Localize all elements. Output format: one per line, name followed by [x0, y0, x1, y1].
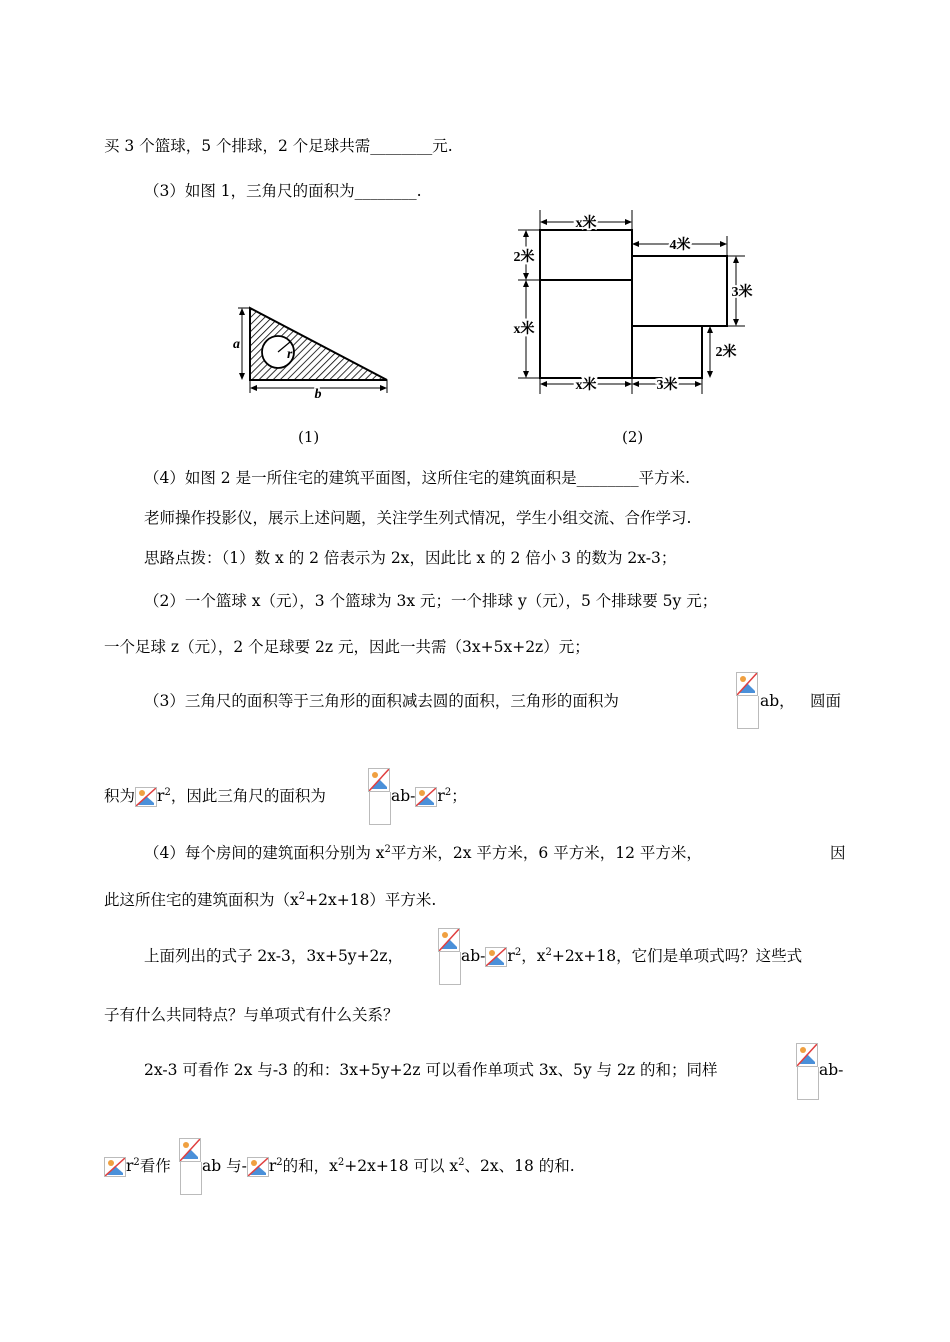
broken-image-icon — [736, 672, 758, 696]
text-line-12-b: ab- — [461, 947, 486, 965]
text-line-15-b: 看作 — [139, 1157, 171, 1175]
broken-image-icon — [415, 787, 437, 807]
text-line-5: 思路点拨：（1）数 x 的 2 倍表示为 2x，因此比 x 的 2 倍小 3 的数为 2x-3； — [144, 549, 677, 567]
fig2-bottom-left: x米 — [575, 378, 597, 393]
text-line-11 — [104, 890, 436, 910]
text-line-10-a: （4）每个房间的建筑面积分别为 x — [144, 844, 385, 862]
text-line-15-a: r — [126, 1157, 134, 1175]
broken-image-icon — [247, 1157, 269, 1177]
broken-image-fraction-3 — [438, 928, 460, 986]
text-line-15-c: ab 与- — [202, 1157, 247, 1175]
broken-image-icon — [135, 787, 157, 807]
text-line-15-e: 的和，x — [282, 1157, 338, 1175]
text-line-4: 老师操作投影仪，展示上述问题，关注学生列式情况，学生小组交流、合作学习. — [144, 509, 692, 527]
broken-image-icon — [104, 1157, 126, 1177]
text-line-8 — [144, 691, 619, 711]
figure-2-caption: (2) — [622, 428, 644, 446]
text-line-12-a: 上面列出的式子 2x-3，3x+5y+2z， — [144, 947, 404, 965]
superscript-2: 2 — [164, 787, 171, 798]
text-line-15-d: r — [268, 1157, 277, 1175]
text-line-11-a: 此这所住宅的建筑面积为（x — [104, 891, 299, 909]
superscript-2: 2 — [514, 947, 522, 958]
text-line-9-a: 积为 — [104, 787, 136, 805]
text-line-7: 一个足球 z（元），2 个足球要 2z 元，因此一共需（3x+5x+2z）元； — [104, 638, 590, 656]
fig2-right-side1: 3米 — [731, 285, 753, 300]
text-line-13: 子有什么共同特点？与单项式有什么关系？ — [104, 1006, 399, 1024]
text-line-15-g: 、2x、18 的和. — [464, 1157, 575, 1175]
broken-image-fraction-5 — [179, 1138, 201, 1196]
superscript-2: 2 — [276, 1157, 283, 1168]
text-line-10 — [144, 843, 702, 863]
superscript-2: 2 — [384, 844, 391, 855]
fig2-right-top: 4米 — [669, 238, 691, 253]
superscript-2: 2 — [444, 787, 452, 798]
text-line-10-c: 因 — [830, 844, 846, 862]
text-line-3: （4）如图 2 是一所住宅的建筑平面图，这所住宅的建筑面积是________平方米. — [144, 469, 691, 487]
fig2-left-mid: x米 — [513, 322, 535, 337]
fig2-bottom-right: 3米 — [656, 378, 678, 393]
text-line-15 — [104, 1156, 171, 1177]
text-line-9-e: r — [437, 787, 445, 805]
figure-1-caption: (1) — [298, 428, 320, 446]
text-line-9-d: ab- — [391, 787, 416, 805]
broken-image-icon — [368, 768, 390, 792]
fig1-label-b: b — [314, 387, 322, 402]
text-line-2: （3）如图 1，三角尺的面积为________. — [144, 182, 422, 200]
figure-2-floor-plan — [500, 206, 770, 398]
text-line-9 — [104, 786, 326, 807]
text-line-10-b: 平方米，2x 平方米，6 平方米，12 平方米， — [390, 844, 702, 862]
text-line-9-b: r — [157, 787, 165, 805]
text-line-12-cont — [461, 946, 802, 967]
superscript-2: 2 — [133, 1157, 140, 1168]
fig1-label-r: r — [287, 347, 293, 362]
text-line-9-cont — [391, 786, 467, 807]
superscript-2: 2 — [545, 947, 552, 958]
fig2-top-width: x米 — [575, 216, 597, 231]
fig1-label-a: a — [233, 337, 240, 352]
text-line-9-f: ； — [451, 787, 467, 805]
superscript-2: 2 — [337, 1157, 345, 1168]
text-line-12-e: +2x+18，它们是单项式吗？这些式 — [551, 947, 803, 965]
superscript-2: 2 — [458, 1157, 465, 1168]
text-line-8-c: 圆面 — [810, 692, 842, 710]
text-line-12-c: r — [507, 947, 515, 965]
text-line-8-b: ab， — [760, 692, 795, 710]
text-line-14: 2x-3 可看作 2x 与-3 的和：3x+5y+2z 可以看作单项式 3x、5y 与 2z 的和；同样 — [144, 1061, 718, 1079]
text-line-15-f: +2x+18 可以 x — [344, 1157, 459, 1175]
broken-image-fraction-4 — [796, 1043, 818, 1101]
text-line-12-d: ，x — [521, 947, 546, 965]
text-line-11-b: +2x+18）平方米. — [305, 891, 437, 909]
broken-image-icon — [485, 947, 507, 967]
text-line-6: （2）一个篮球 x（元），3 个篮球为 3x 元；一个排球 y（元），5 个排球要 5y 元； — [144, 592, 718, 610]
text-line-8-a: （3）三角尺的面积等于三角形的面积减去圆的面积，三角形的面积为 — [144, 692, 619, 710]
fig2-right-side2: 2米 — [715, 345, 737, 360]
text-line-9-c: ，因此三角尺的面积为 — [170, 787, 326, 805]
broken-image-icon — [179, 1138, 201, 1162]
text-line-14-b: ab- — [819, 1061, 844, 1079]
text-line-1: 买 3 个篮球，5 个排球，2 个足球共需________元. — [104, 137, 453, 155]
text-line-12 — [144, 946, 403, 966]
broken-image-fraction-2 — [368, 768, 390, 826]
broken-image-icon — [438, 928, 460, 952]
broken-image-icon — [796, 1043, 818, 1067]
text-line-15-cont — [202, 1156, 575, 1177]
figure-1-triangle — [232, 300, 392, 402]
broken-image-fraction-1 — [736, 672, 758, 730]
superscript-2: 2 — [298, 891, 306, 902]
fig2-left-top: 2米 — [513, 250, 535, 265]
